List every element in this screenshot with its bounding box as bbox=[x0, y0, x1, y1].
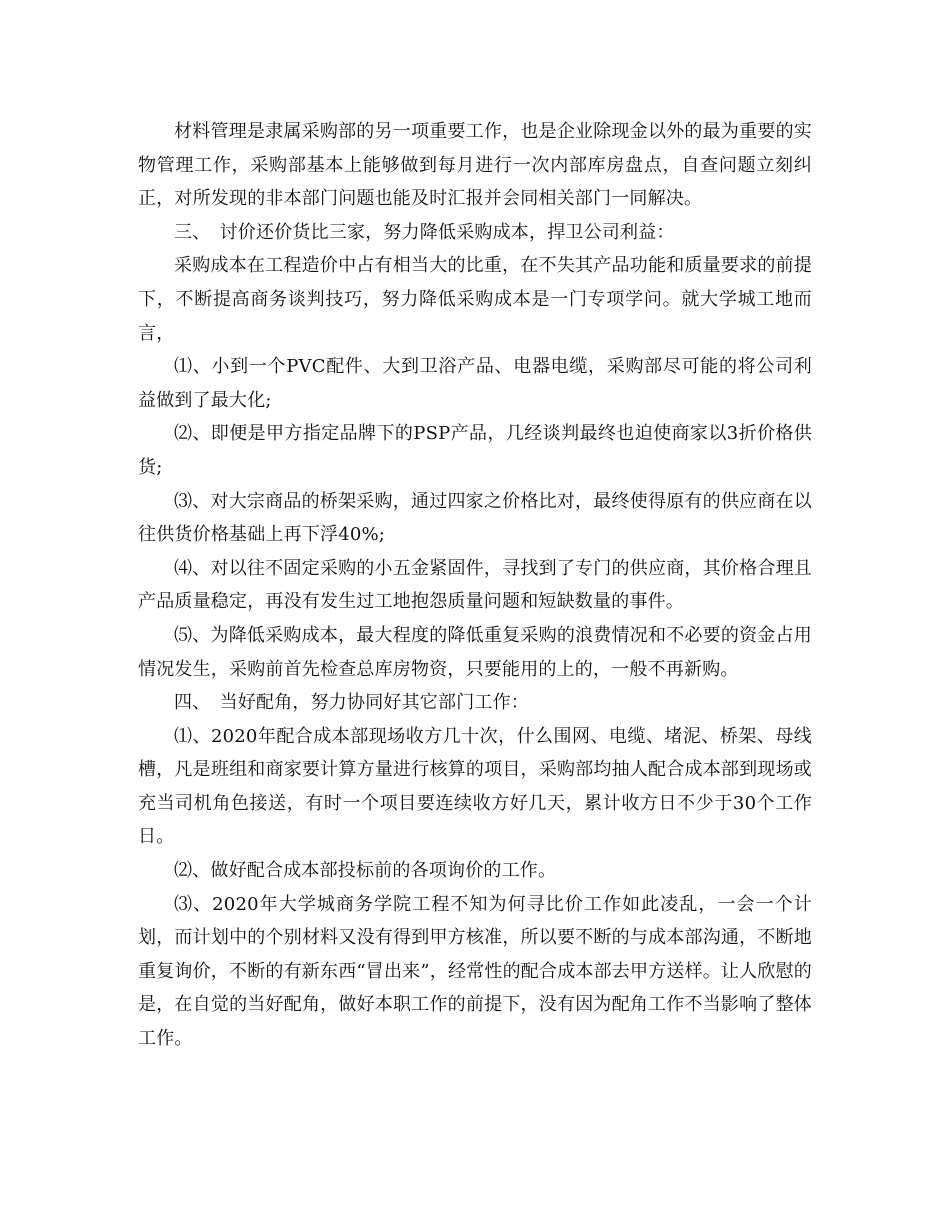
list-item-4-3: ⑶、2020年大学城商务学院工程不知为何寻比价工作如此凌乱，一会一个计划，而计划中的个别材料又没有得到甲方核准，所以要不断的与成本部沟通，不断地重复询价，不断的有新东西“冒出来”，经常性的配合成本部去甲方送样。让人欣慰的是，在自觉的当好配角，做好本职工作的前提下，没有因为配角工作不当影响了整体工作。 bbox=[138, 893, 813, 1050]
paragraph-material-management: 材料管理是隶属采购部的另一项重要工作，也是企业除现金以外的最为重要的实物管理工作，采购部基本上能够做到每月进行一次内部库房盘点，自查问题立刻纠正，对所发现的非本部门问题也能及时汇报并会同相关部门一同解决。 bbox=[138, 121, 812, 210]
list-item-3-3: ⑶、对大宗商品的桥架采购，通过四家之价格比对，最终使得原有的供应商在以往供货价格基础上再下浮40%; bbox=[138, 490, 812, 546]
list-item-3-2: ⑵、即便是甲方指定品牌下的PSP产品，几经谈判最终也迫使商家以3折价格供货; bbox=[138, 423, 812, 478]
section-heading-3: 三、 讨价还价货比三家，努力降低采购成本，捍卫公司利益： bbox=[174, 221, 675, 243]
list-item-4-2: ⑵、做好配合成本部投标前的各项询价的工作。 bbox=[174, 860, 557, 882]
list-item-3-4: ⑷、对以往不固定采购的小五金紧固件，寻找到了专门的供应商，其价格合理且产品质量稳定，再没有发生过工地抱怨质量问题和短缺数量的事件。 bbox=[138, 557, 812, 613]
paragraph-cost-intro: 采购成本在工程造价中占有相当大的比重，在不失其产品功能和质量要求的前提下，不断提高商务谈判技巧，努力降低采购成本是一门专项学问。就大学城工地而言， bbox=[138, 255, 812, 344]
list-item-3-1: ⑴、小到一个PVC配件、大到卫浴产品、电器电缆，采购部尽可能的将公司利益做到了最大化; bbox=[138, 356, 812, 411]
list-item-3-5: ⑸、为降低采购成本，最大程度的降低重复采购的浪费情况和不必要的资金占用情况发生，采购前首先检查总库房物资，只要能用的上的，一般不再新购。 bbox=[138, 624, 812, 680]
list-item-4-1: ⑴、2020年配合成本部现场收方几十次，什么围网、电缆、堵泥、桥架、母线槽，凡是班组和商家要计算方量进行核算的项目，采购部均抽人配合成本部到现场或充当司机角色接送，有时一个项目要连续收方好几天，累计收方日不少于30个工作日。 bbox=[138, 725, 812, 848]
section-heading-4: 四、 当好配角，努力协同好其它部门工作： bbox=[174, 692, 529, 714]
